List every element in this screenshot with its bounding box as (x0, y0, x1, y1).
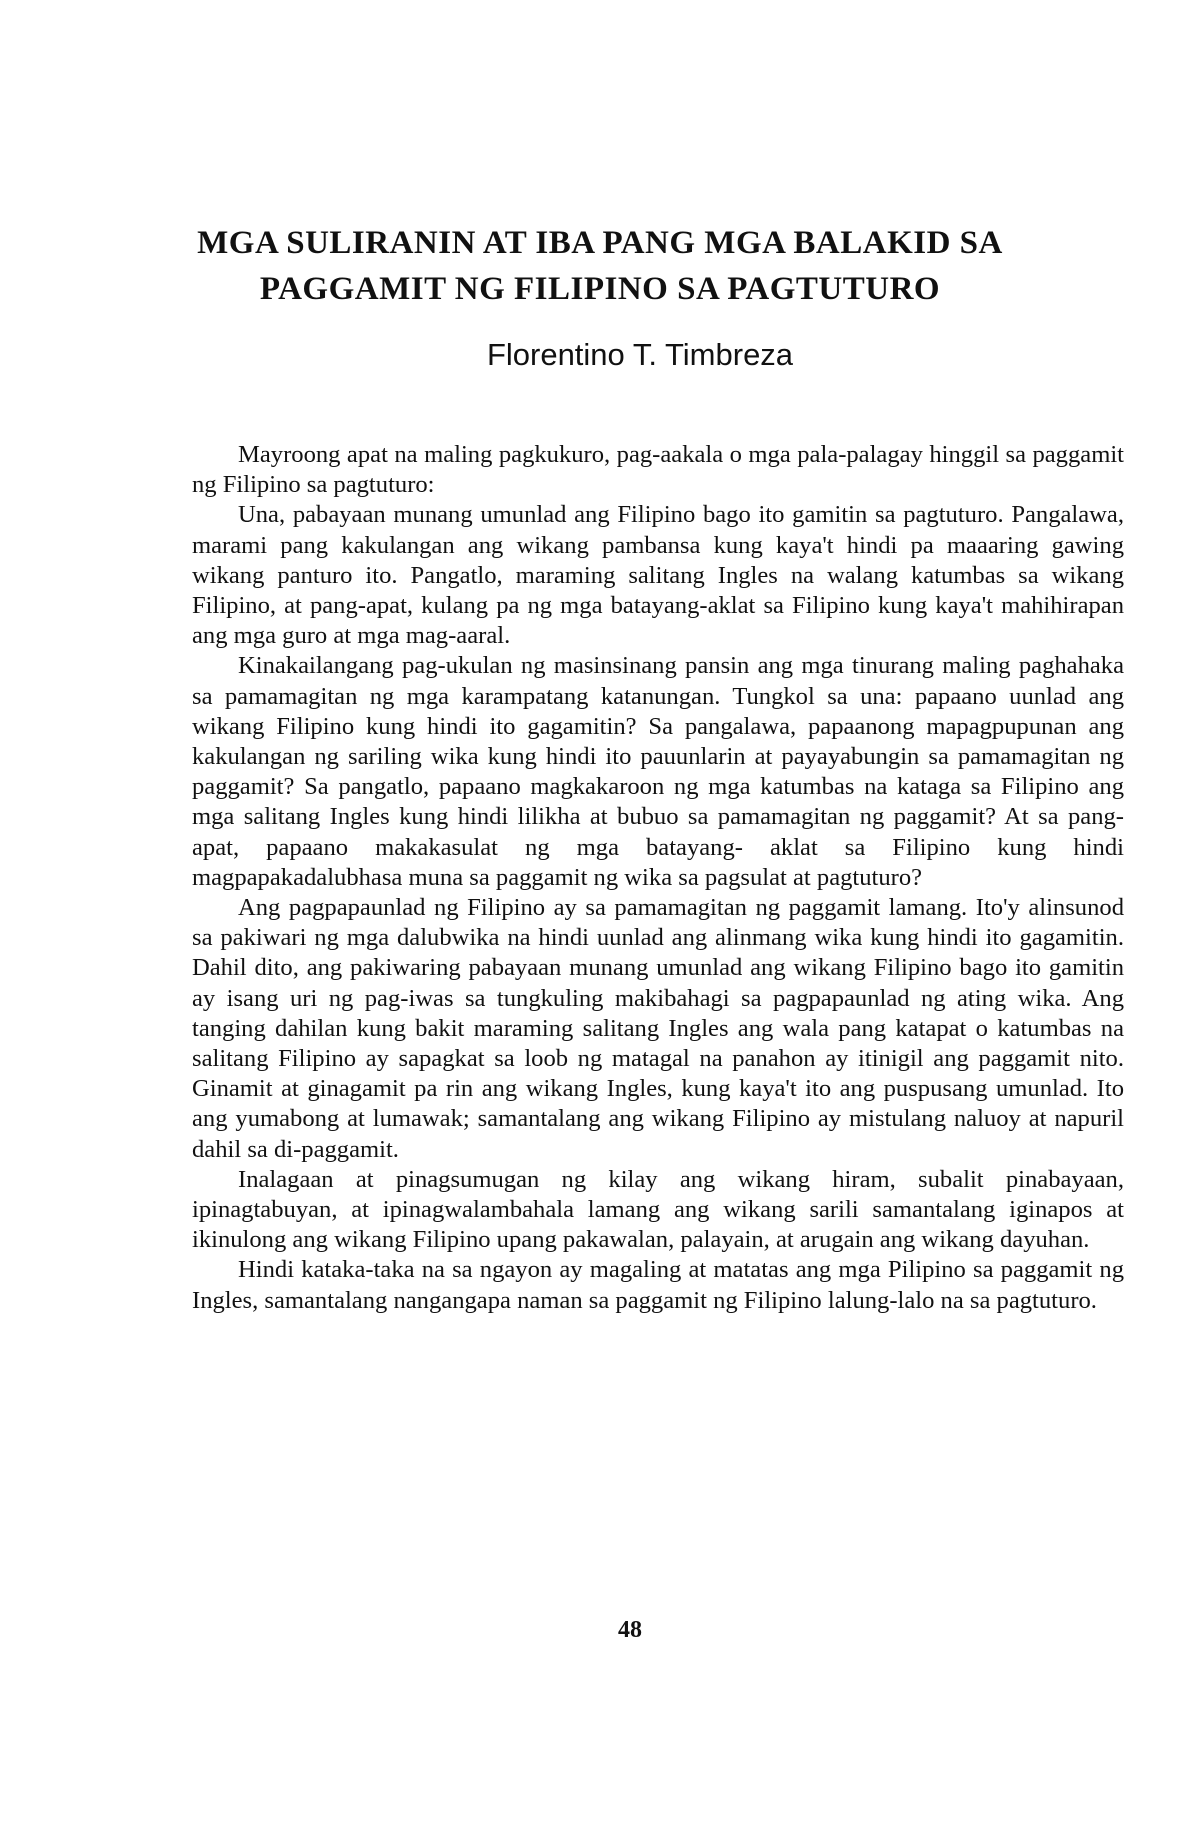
article-body (192, 440, 1124, 1316)
article-title (150, 220, 1050, 312)
page-number: 48 (618, 1617, 642, 1643)
article-title-line-2: PAGGAMIT NG FILIPINO SA PAGTUTURO (259, 271, 941, 307)
article-title-line-1: MGA SULIRANIN AT IBA PANG MGA BALAKID SA (197, 225, 1003, 261)
paragraph-hindi-kataka-taka: Hindi kataka-taka na sa ngayon ay magaling at matatas ang mga Pilipino sa paggamit ng Ingles, samantalang nangangapa naman sa paggamit ng Filipino lalung-lalo na sa pagtuturo. (192, 1256, 1124, 1314)
paragraph-una: Una, pabayaan munang umunlad ang Filipino bago ito gamitin sa pagtuturo. Pangalawa, marami pang kakulangan ang wikang pambansa kung kaya't hindi pa maaaring gawing wikang panturo ito. Pangatlo, maraming salitang Ingles na walang katumbas sa wikang Filipino, at pang-apat, kulang pa ng mga batayang-aklat sa Filipino kung kaya't mahihirapan ang mga guro at mga mag-aaral. (192, 501, 1124, 650)
paragraph-inalagaan: Inalagaan at pinagsumugan ng kilay ang wikang hiram, subalit pinabayaan, ipinagtabuyan, at ipinagwalambahala lamang ang wikang sarili samantalang iginapos at ikinulong ang wikang Filipino upang pakawalan, palayain, at arugain ang wikang dayuhan. (192, 1165, 1124, 1254)
paragraph-intro: Mayroong apat na maling pagkukuro, pag-aakala o mga pala-palagay hinggil sa paggamit ng Filipino sa pagtuturo: (192, 441, 1124, 499)
article-author: Florentino T. Timbreza (486, 337, 794, 372)
paragraph-pagpapaunlad: Ang pagpapaunlad ng Filipino ay sa pamamagitan ng paggamit lamang. Ito'y alinsunod sa pakiwari ng mga dalubwika na hindi uunlad ang alinmang wika kung hindi ito gagamitin. Dahil dito, ang pakiwaring pabayaan munang umunlad ang wikang Filipino bago ito gamitin ay isang uri ng pag-iwas sa tungkuling makibahagi sa pagpapaunlad ng ating wika. Ang tanging dahilan kung bakit maraming salitang Ingles ang wala pang katapat o katumbas na salitang Filipino ay sapagkat sa loob ng matagal na panahon ay itinigil ang paggamit nito. Ginamit at ginagamit pa rin ang wikang Ingles, kung kaya't ito ang puspusang umunlad. Ito ang yumabong at lumawak; samantalang ang wikang Filipino ay mistulang naluoy at napuril dahil sa di-paggamit. (192, 894, 1124, 1163)
paragraph-kinakailangan: Kinakailangang pag-ukulan ng masinsinang pansin ang mga tinurang maling paghahaka sa pamamagitan ng mga karampatang katanungan. Tungkol sa una: papaano uunlad ang wikang Filipino kung hindi ito gagamitin? Sa pangalawa, papaanong mapagpupunan ang kakulangan ng sariling wika kung hindi ito pauunlarin at payayabungin sa pamamagitan ng paggamit? Sa pangatlo, papaano magkakaroon ng mga katumbas na kataga sa Filipino ang mga salitang Ingles kung hindi lilikha at bubuo sa pamamagitan ng paggamit? At sa pang-apat, papaano makakasulat ng mga batayang- aklat sa Filipino kung hindi magpapakadalubhasa muna sa paggamit ng wika sa pagsulat at pagtuturo? (192, 652, 1124, 891)
